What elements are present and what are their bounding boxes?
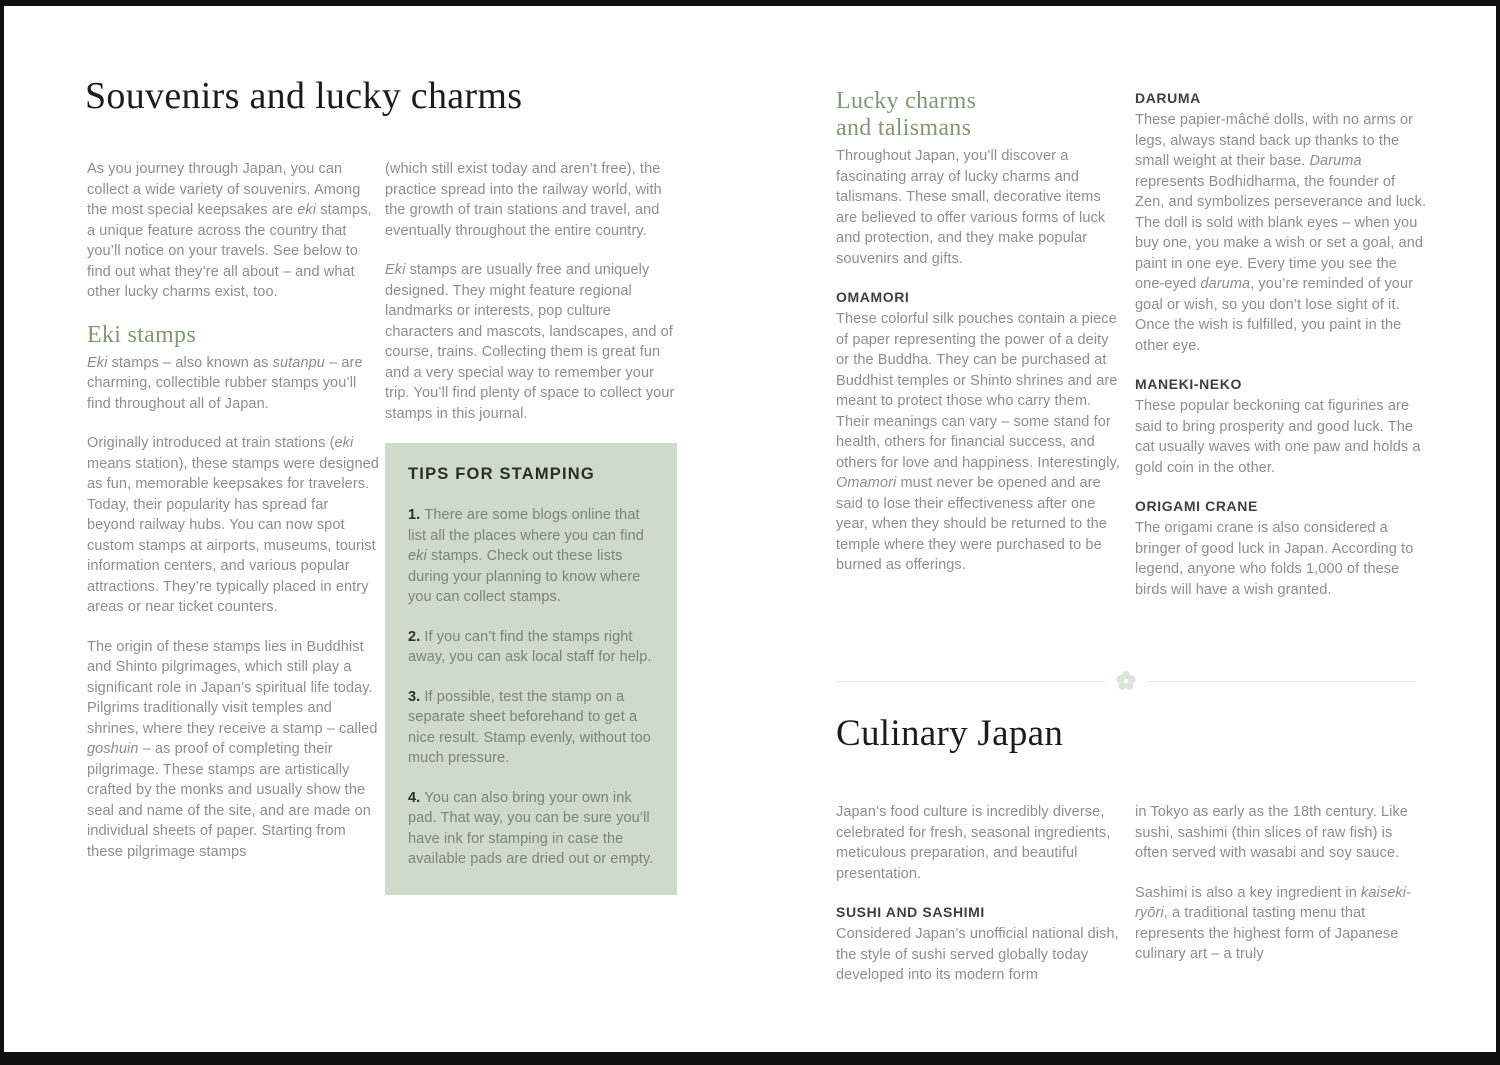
body-paragraph: (which still exist today and aren’t free), the practice spread into the railway world, with the growth of train stations and travel, and eventually throughout the entire country. xyxy=(385,161,662,239)
column-4 xyxy=(1135,90,1427,619)
body-paragraph: Eki stamps are usually free and uniquely designed. They might feature regional landmarks or interests, pop culture characters and mascots, landscapes, and of course, trains. Collecting them is great fun and a very special way to remember your trip. You’ll find plenty of space to collect your stamps in this journal. xyxy=(385,262,675,422)
tip-item: 3. If possible, test the stamp on a separate sheet beforehand to get a nice result. Stamp evenly, without too much pressure. xyxy=(408,688,651,766)
body-paragraph: Sashimi is also a key ingredient in kaiseki-ryōri, a traditional tasting menu that represents the highest form of Japanese culinary art – a truly xyxy=(1135,884,1411,962)
divider-line xyxy=(1147,681,1416,682)
body-paragraph: in Tokyo as early as the 18th century. Like sushi, sashimi (thin slices of raw fish) is often served with wasabi and soy sauce. xyxy=(1135,804,1408,861)
body-paragraph: These papier-mâché dolls, with no arms or legs, always stand back up thanks to the small weight at their base. Daruma represents Bodhidharma, the founder of Zen, and symbolizes perseverance and luck. The doll is sold with blank eyes – when you buy one, you make a wish or set a goal, and paint in one eye. Every time you see the one-eyed daruma, you’re reminded of your goal or wish, so you don’t lose sight of it. Once the wish is fulfilled, you paint in the other eye. xyxy=(1135,112,1427,354)
heading-line: Lucky charms xyxy=(836,88,977,114)
heading-line: and talismans xyxy=(836,115,972,141)
daruma-heading: DARUMA xyxy=(1135,90,1201,106)
tips-box-heading: TIPS FOR STAMPING xyxy=(408,465,595,483)
body-paragraph: These popular beckoning cat figurines are said to bring prosperity and good luck. The cat usually waves with one paw and holds a gold coin in the other. xyxy=(1135,398,1421,476)
column-1 xyxy=(87,159,379,881)
section-divider xyxy=(836,670,1416,692)
page-sheet xyxy=(4,6,1496,1052)
body-paragraph: Originally introduced at train stations (eki means station), these stamps were designed as fun, memorable keepsakes for travelers. Today, their popularity has spread far beyond railway hubs. You can now spot custom stamps at airports, museums, tourist information centers, and various popular attractions. They’re typically placed in entry areas or near ticket counters. xyxy=(87,435,379,615)
blossom-flower-icon xyxy=(1114,669,1138,693)
lucky-charms-heading xyxy=(836,88,1122,142)
tip-item: 1. There are some blogs online that list all the places where you can find eki stamps. Check out these lists during your planning to know where you can collect stamps. xyxy=(408,507,644,605)
tip-item: 2. If you can’t find the stamps right away, you can ask local staff for help. xyxy=(408,628,652,665)
divider-line xyxy=(836,681,1105,682)
culinary-japan-title: Culinary Japan xyxy=(836,713,1064,754)
page-title: Souvenirs and lucky charms xyxy=(85,75,523,117)
column-3 xyxy=(836,88,1122,595)
column-2 xyxy=(385,159,677,895)
omamori-heading: OMAMORI xyxy=(836,289,910,305)
eki-stamps-heading: Eki stamps xyxy=(87,321,196,348)
body-paragraph: Japan’s food culture is incredibly diverse, celebrated for fresh, seasonal ingredients, meticulous preparation, and beautiful presentation. xyxy=(836,804,1111,882)
tips-for-stamping-box xyxy=(385,443,677,895)
culinary-column-1 xyxy=(836,802,1122,1005)
body-paragraph: The origami crane is also considered a bringer of good luck in Japan. According to legend, anyone who folds 1,000 of these birds will have a wish granted. xyxy=(1135,520,1414,598)
intro-paragraph: As you journey through Japan, you can collect a wide variety of souvenirs. Among the most special keepsakes are eki stamps, a unique feature across the country that you’ll notice on your travels. See below to find out what they’re all about – and what other lucky charms exist, too. xyxy=(87,161,372,300)
culinary-column-2 xyxy=(1135,802,1427,984)
body-paragraph: These colorful silk pouches contain a piece of paper representing the power of a deity or the Buddha. They can be purchased at Buddhist temples or Shinto shrines and are meant to protect those who carry them. Their meanings can vary – some stand for health, others for financial success, and others for love and happiness. Interestingly, Omamori must never be opened and are said to lose their effectiveness after one year, when they should be returned to the temple where they were purchased to be burned as offerings. xyxy=(836,311,1120,573)
body-paragraph: Considered Japan’s unofficial national dish, the style of sushi served globally today developed into its modern form xyxy=(836,926,1119,983)
sushi-sashimi-heading: SUSHI AND SASHIMI xyxy=(836,904,985,920)
body-paragraph: Eki stamps – also known as sutanpu – are charming, collectible rubber stamps you’ll find throughout all of Japan. xyxy=(87,354,363,412)
body-paragraph: The origin of these stamps lies in Buddhist and Shinto pilgrimages, which still play a significant role in Japan’s spiritual life today. Pilgrims traditionally visit temples and shrines, where they receive a stamp – called goshuin – as proof of completing their pilgrimage. These stamps are artistically crafted by the monks and usually show the seal and name of the site, and are made on individual sheets of paper. Starting from these pilgrimage stamps xyxy=(87,638,378,860)
maneki-neko-heading: MANEKI-NEKO xyxy=(1135,376,1242,392)
tip-item: 4. You can also bring your own ink pad. That way, you can be sure you’ll have ink for stamping in case the available pads are dried out or empty. xyxy=(408,789,654,867)
body-paragraph: Throughout Japan, you’ll discover a fascinating array of lucky charms and talismans. These small, decorative items are believed to offer various forms of luck and protection, and they make popular souvenirs and gifts. xyxy=(836,148,1106,267)
origami-crane-heading: ORIGAMI CRANE xyxy=(1135,498,1258,514)
